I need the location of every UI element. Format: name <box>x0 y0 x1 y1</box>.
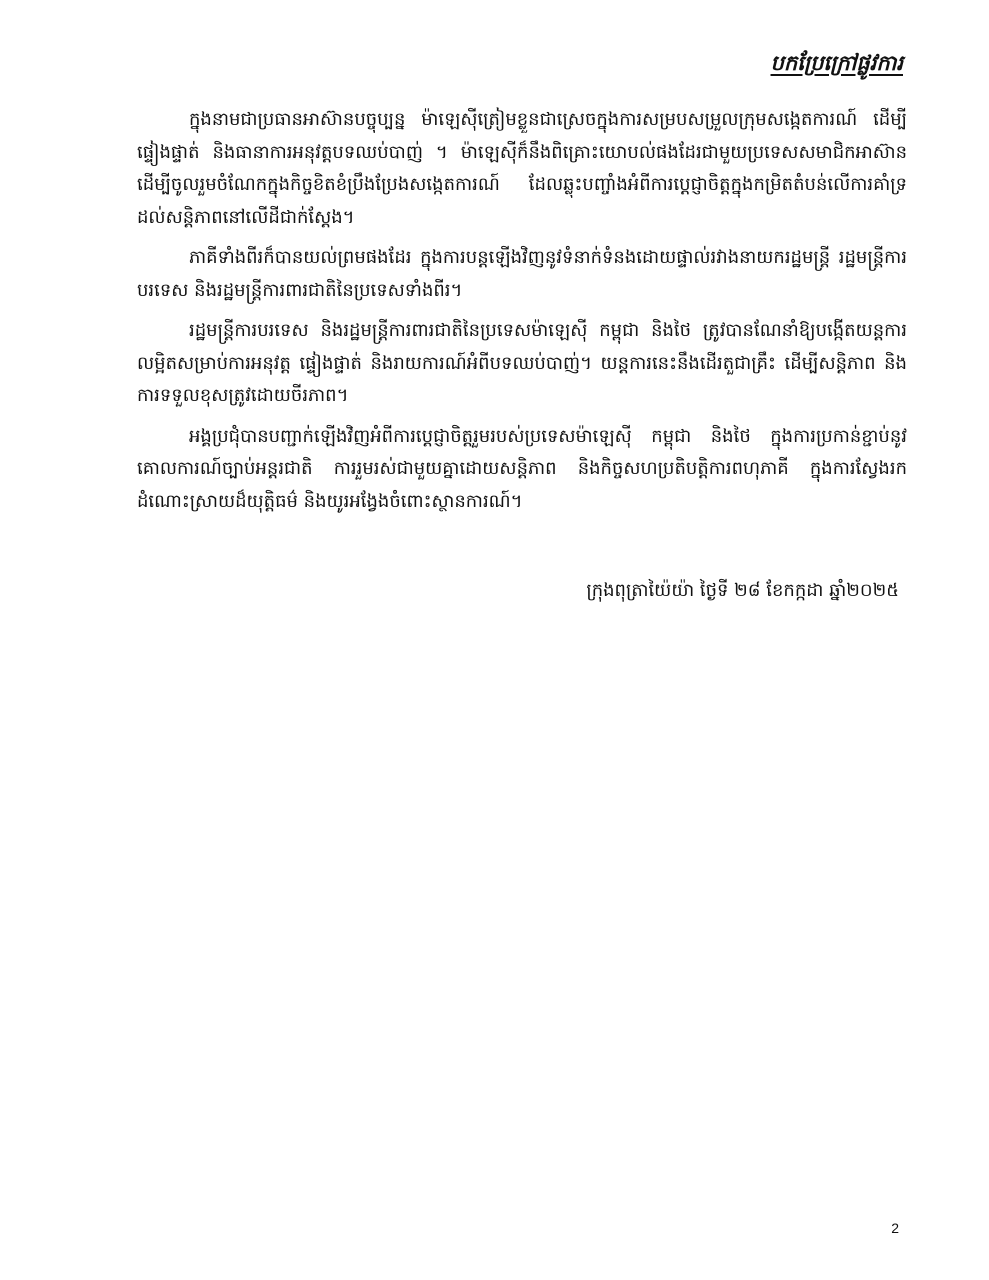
paragraph-2: ភាគីទាំងពីរក៏បានយល់ព្រមផងដែរ ក្នុងការបន្តឡើងវិញនូវទំនាក់ទំនងដោយផ្ទាល់រវាងនាយករដ្ឋមន្ត្រី រដ្ឋមន្ត្រីការបរទេស និងរដ្ឋមន្ត្រីការពារជាតិនៃប្រទេសទាំងពីរ។ <box>137 247 907 301</box>
paragraph-4: អង្គប្រជុំបានបញ្ជាក់ឡើងវិញអំពីការប្តេជ្ញាចិត្តរួមរបស់ប្រទេសម៉ាឡេស៊ី កម្ពុជា និងថៃ ក្នុងការប្រកាន់ខ្ជាប់នូវគោលការណ៍ច្បាប់អន្តរជាតិ ការរួមរស់ជាមួយគ្នាដោយសន្តិភាព និងកិច្ចសហប្រតិបត្តិការពហុភាគី ក្នុងការស្វែងរកដំណោះស្រាយដ៏យុត្តិធម៌ និងយូរអង្វែងចំពោះស្ថានការណ៍។ <box>137 425 907 512</box>
page-number: 2 <box>891 1220 899 1236</box>
paragraph-3: រដ្ឋមន្ត្រីការបរទេស និងរដ្ឋមន្ត្រីការពារជាតិនៃប្រទេសម៉ាឡេស៊ី កម្ពុជា និងថៃ ត្រូវបានណែនាំឱ្យបង្កើតយន្តការលម្អិតសម្រាប់ការអនុវត្ត ផ្ទៀងផ្ទាត់ និងរាយការណ៍អំពីបទឈប់បាញ់។ យន្តការនេះនឹងដើរតួជាគ្រឹះ ដើម្បីសន្តិភាព និងការទទួលខុសត្រូវដោយចីរភាព។ <box>137 320 907 406</box>
document-body <box>137 104 907 526</box>
paragraph-1: ក្នុងនាមជាប្រធានអាស៊ានបច្ចុប្បន្ន ម៉ាឡេស៊ីត្រៀមខ្លួនជាស្រេចក្នុងការសម្របសម្រួលក្រុមសង្កេតការណ៍ ដើម្បីផ្ទៀងផ្ទាត់ និងធានាការអនុវត្តបទឈប់បាញ់ ។ ម៉ាឡេស៊ីក៏នឹងពិគ្រោះយោបល់ផងដែរជាមួយប្រទេសសមាជិកអាស៊ាន ដើម្បីចូលរួមចំណែកក្នុងកិច្ចខិតខំប្រឹងប្រែងសង្កេតការណ៍ ដែលឆ្លុះបញ្ចាំងអំពីការប្តេជ្ញាចិត្តក្នុងកម្រិតតំបន់លើការគាំទ្រដល់សន្តិភាពនៅលើដីជាក់ស្តែង។ <box>137 109 907 228</box>
unofficial-translation-note: បកប្រែក្រៅផ្លូវការ <box>770 51 903 75</box>
place-and-date: ក្រុងពុត្រាយ៉ៃយ៉ា ថ្ងៃទី ២៨ ខែកក្កដា ឆ្នាំ២០២៥ <box>586 580 899 601</box>
